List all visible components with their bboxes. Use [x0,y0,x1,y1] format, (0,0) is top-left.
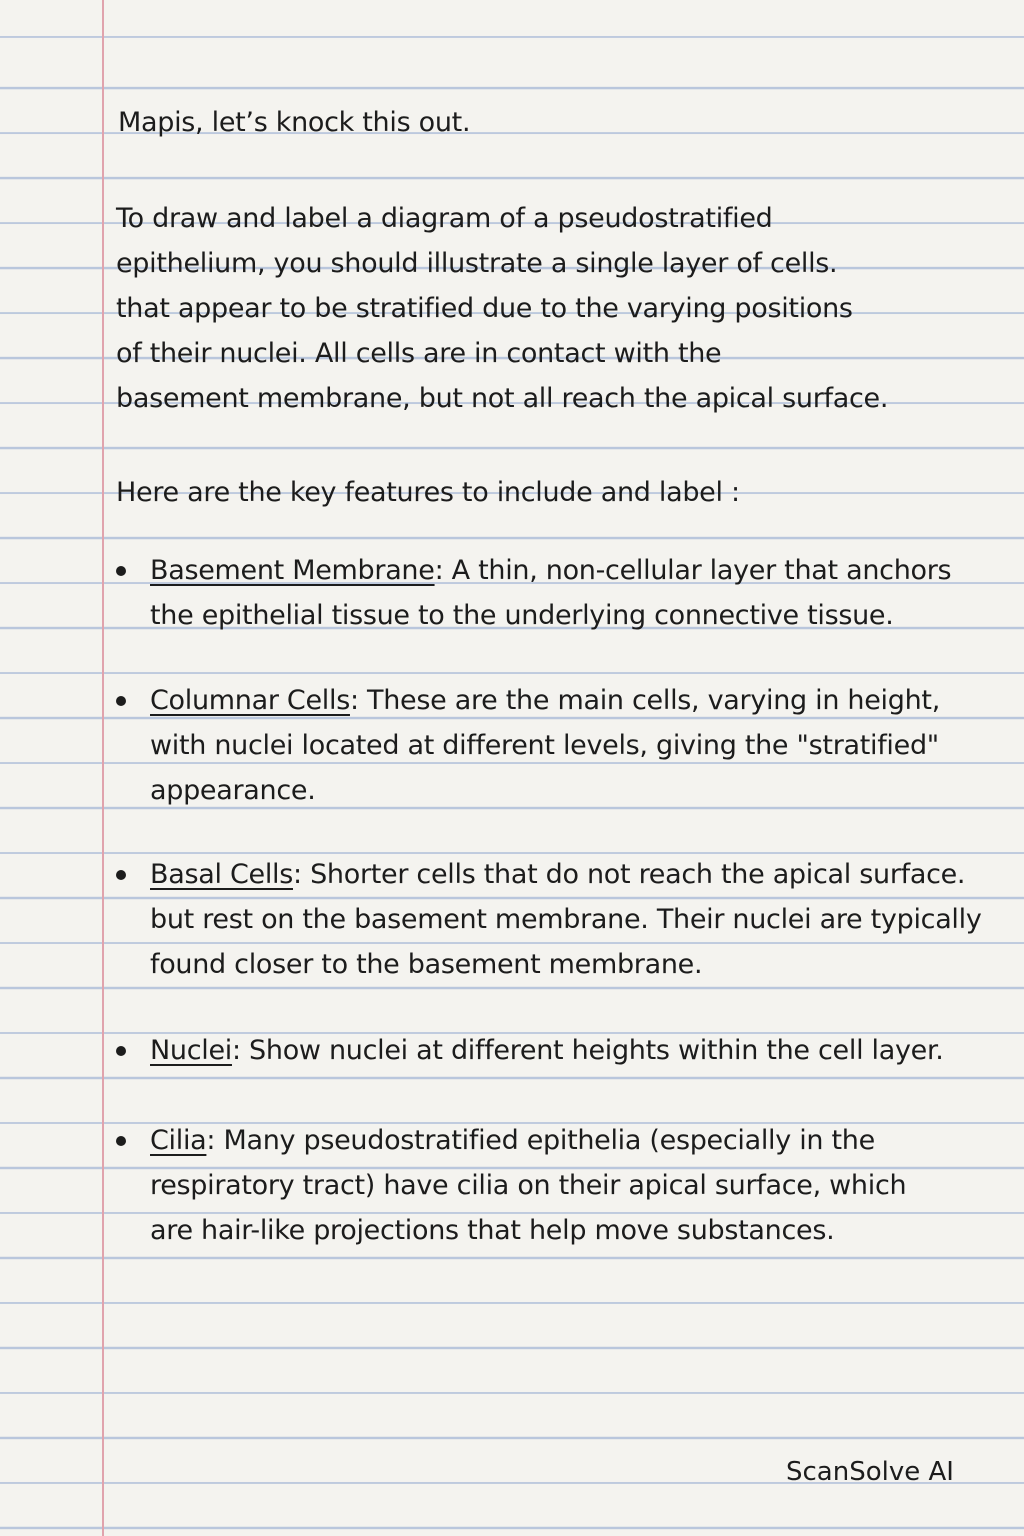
margin-line [102,0,104,1536]
intro-line: of their nuclei. All cells are in contact with the [116,338,722,369]
feature-line: are hair-like projections that help move substances. [150,1215,835,1246]
intro-line: basement membrane, but not all reach the apical surface. [116,383,889,414]
feature-description: : Show nuclei at different heights within the cell layer. [231,1035,944,1066]
feature-first-line [150,1028,944,1073]
feature-term: Columnar Cells [150,685,350,716]
feature-term: Basal Cells [150,859,293,890]
bullet-dot [116,1136,126,1146]
feature-first-line [150,678,940,723]
feature-text [150,678,940,813]
bullet-dot [116,566,126,576]
intro-line: epithelium, you should illustrate a single layer of cells. [116,248,838,279]
bullet-dot [116,696,126,706]
intro-line: To draw and label a diagram of a pseudostratified [116,203,773,234]
bullet-dot [116,1046,126,1056]
feature-description: : Many pseudostratified epithelia (especially in the [206,1125,875,1156]
feature-line: the epithelial tissue to the underlying connective tissue. [150,600,894,631]
greeting: Mapis, let’s knock this out. [118,107,471,138]
feature-text [150,1028,944,1073]
feature-line: but rest on the basement membrane. Their nuclei are typically [150,904,982,935]
feature-text [150,1118,906,1253]
feature-description: : Shorter cells that do not reach the apical surface. [293,859,966,890]
signature: ScanSolve AI [786,1457,954,1487]
feature-text [150,852,982,987]
intro-line: that appear to be stratified due to the varying positions [116,293,853,324]
feature-first-line [150,1118,906,1163]
feature-line: appearance. [150,775,316,806]
feature-first-line [150,852,982,897]
feature-line: with nuclei located at different levels, giving the "stratified" [150,730,939,761]
feature-text [150,548,951,638]
feature-line: respiratory tract) have cilia on their apical surface, which [150,1170,907,1201]
bullet-dot [116,870,126,880]
feature-first-line [150,548,951,593]
feature-term: Cilia [150,1125,207,1156]
feature-description: : These are the main cells, varying in height, [349,685,940,716]
feature-line: found closer to the basement membrane. [150,949,703,980]
intro-paragraph [116,196,888,421]
feature-term: Nuclei [150,1035,232,1066]
feature-term: Basement Membrane [150,555,435,586]
lead-sentence: Here are the key features to include and label : [116,477,740,508]
feature-description: : A thin, non-cellular layer that anchors [434,555,952,586]
